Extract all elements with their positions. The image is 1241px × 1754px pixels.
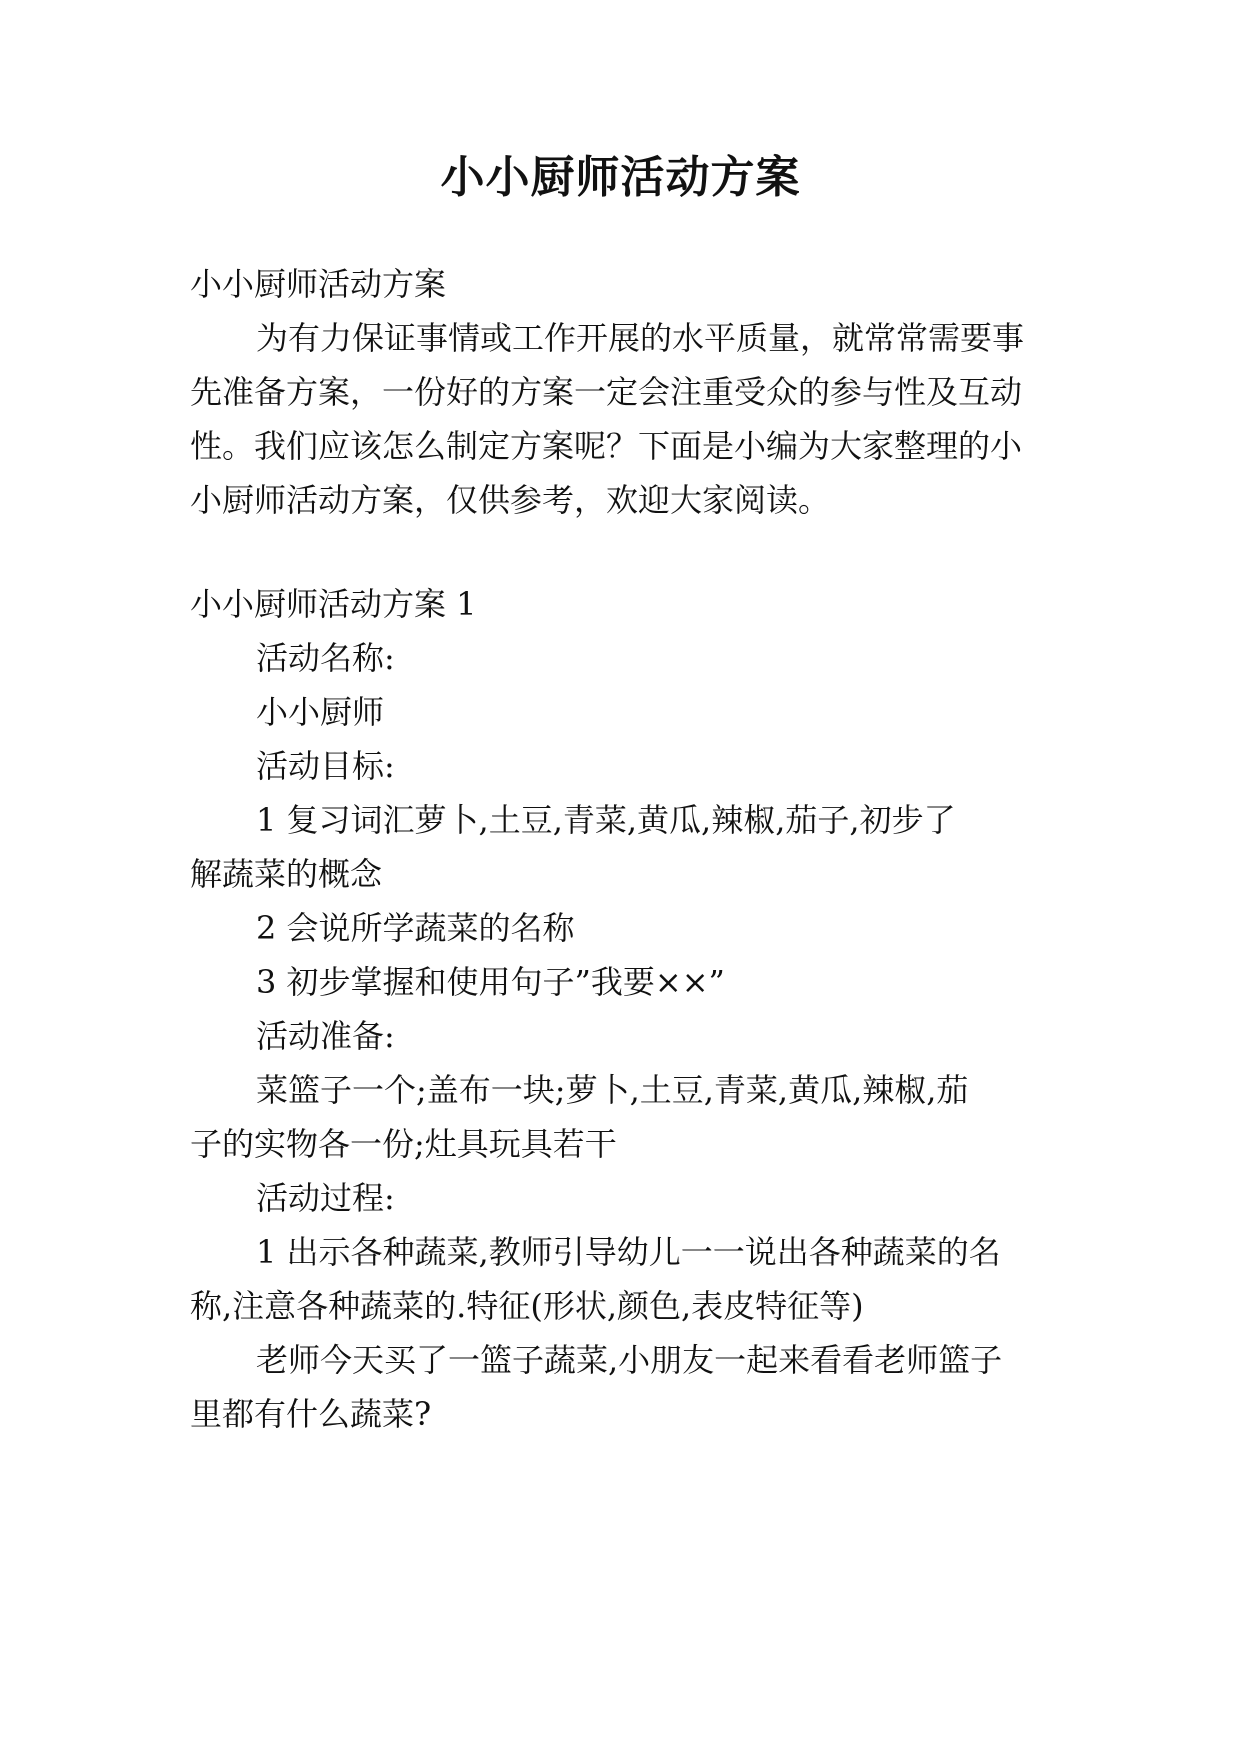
teacher-dialogue: 里都有什么蔬菜? [190,1395,432,1433]
activity-name-value: 小小厨师 [256,693,385,731]
intro-paragraph-line: 先准备方案，一份好的方案一定会注重受众的参与性及互动 [190,373,1023,411]
process-label: 活动过程: [256,1179,395,1217]
goals-label: 活动目标: [256,747,395,785]
goal-item: 2 会说所学蔬菜的名称 [256,909,575,947]
intro-paragraph-line: 性。我们应该怎么制定方案呢？下面是小编为大家整理的小 [190,427,1023,465]
goal-item-continuation: 解蔬菜的概念 [190,855,383,893]
section-heading: 小小厨师活动方案 1 [190,585,477,623]
process-step: 1 出示各种蔬菜,教师引导幼儿一一说出各种蔬菜的名 [256,1233,1001,1271]
process-step-continuation: 称,注意各种蔬菜的.特征(形状,颜色,表皮特征等) [190,1287,864,1325]
activity-name-label: 活动名称: [256,639,395,677]
document-title: 小小厨师活动方案 [440,152,801,203]
intro-paragraph-line: 小厨师活动方案，仅供参考，欢迎大家阅读。 [190,481,831,519]
goal-item: 1 复习词汇萝卜,土豆,青菜,黄瓜,辣椒,茄子,初步了 [256,801,956,839]
prep-label: 活动准备: [256,1017,395,1055]
teacher-dialogue: 老师今天买了一篮子蔬菜,小朋友一起来看看老师篮子 [256,1341,1003,1379]
goal-item: 3 初步掌握和使用句子”我要××” [256,963,725,1001]
prep-line: 菜篮子一个;盖布一块;萝卜,土豆,青菜,黄瓜,辣椒,茄 [256,1071,969,1109]
intro-paragraph-line: 为有力保证事情或工作开展的水平质量，就常常需要事 [256,319,1025,357]
prep-line: 子的实物各一份;灶具玩具若干 [190,1125,617,1163]
intro-heading: 小小厨师活动方案 [190,265,447,303]
